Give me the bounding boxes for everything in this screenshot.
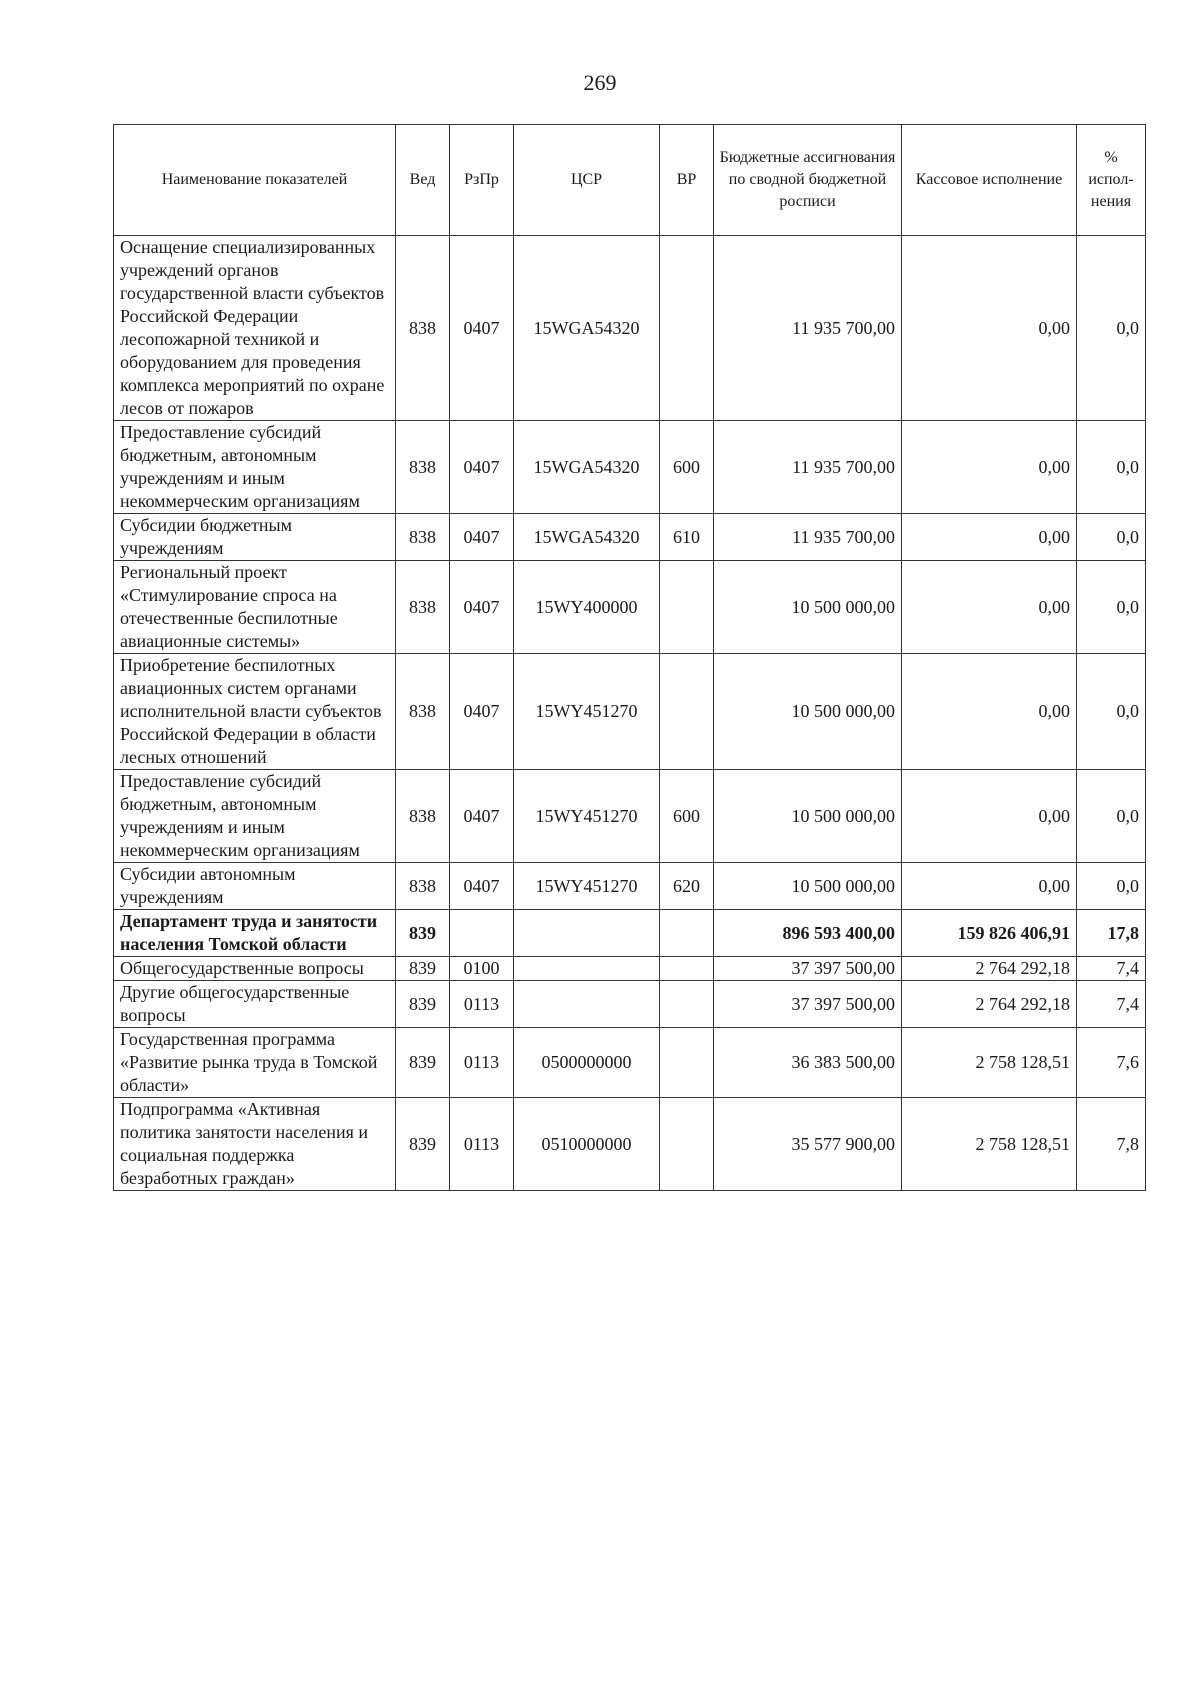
cell-pct: 7,4 [1077,981,1146,1028]
cell-cash: 0,00 [902,654,1077,770]
cell-budget: 37 397 500,00 [714,981,902,1028]
cell-csr: 15WGA54320 [514,236,660,421]
cell-name: Предоставление субсидий бюджетным, автономным учреждениям и иным некоммерческим организациям [114,770,396,863]
cell-vr: 600 [660,421,714,514]
table-row [114,421,1146,514]
table-row [114,910,1146,957]
table-row [114,957,1146,981]
cell-ved: 838 [396,514,450,561]
cell-cash: 159 826 406,91 [902,910,1077,957]
page-number: 269 [583,70,617,95]
header-pct: % испол-нения [1077,125,1146,236]
budget-execution-table [113,124,1146,1191]
cell-rzpr: 0407 [450,421,514,514]
cell-vr [660,1098,714,1191]
cell-vr: 620 [660,863,714,910]
cell-cash: 2 758 128,51 [902,1098,1077,1191]
cell-cash: 0,00 [902,561,1077,654]
cell-csr: 15WGA54320 [514,421,660,514]
cell-name: Региональный проект «Стимулирование спроса на отечественные беспилотные авиационные системы» [114,561,396,654]
table-header-row [114,125,1146,236]
cell-pct: 0,0 [1077,514,1146,561]
cell-ved: 839 [396,910,450,957]
cell-cash: 2 758 128,51 [902,1028,1077,1098]
cell-vr [660,236,714,421]
cell-cash: 2 764 292,18 [902,957,1077,981]
cell-csr: 15WY451270 [514,654,660,770]
cell-pct: 0,0 [1077,421,1146,514]
cell-rzpr: 0113 [450,1028,514,1098]
cell-name: Общегосударственные вопросы [114,957,396,981]
header-name: Наименование показателей [114,125,396,236]
cell-name: Государственная программа «Развитие рынка труда в Томской области» [114,1028,396,1098]
cell-ved: 839 [396,1028,450,1098]
cell-ved: 838 [396,863,450,910]
cell-vr [660,910,714,957]
cell-budget: 896 593 400,00 [714,910,902,957]
cell-vr: 600 [660,770,714,863]
cell-pct: 0,0 [1077,770,1146,863]
table-row [114,1028,1146,1098]
cell-budget: 35 577 900,00 [714,1098,902,1191]
cell-budget: 11 935 700,00 [714,236,902,421]
header-cash: Кассовое исполнение [902,125,1077,236]
cell-pct: 7,8 [1077,1098,1146,1191]
cell-ved: 838 [396,654,450,770]
cell-vr [660,654,714,770]
cell-ved: 839 [396,957,450,981]
cell-name: Приобретение беспилотных авиационных систем органами исполнительной власти субъектов Российской Федерации в области лесных отношений [114,654,396,770]
cell-rzpr: 0113 [450,981,514,1028]
header-csr: ЦСР [514,125,660,236]
header-ved: Вед [396,125,450,236]
header-rzpr: РзПр [450,125,514,236]
cell-csr: 0500000000 [514,1028,660,1098]
cell-rzpr: 0407 [450,770,514,863]
cell-budget: 10 500 000,00 [714,770,902,863]
cell-cash: 0,00 [902,514,1077,561]
cell-rzpr: 0113 [450,1098,514,1191]
cell-cash: 0,00 [902,770,1077,863]
cell-ved: 838 [396,421,450,514]
cell-name: Другие общегосударственные вопросы [114,981,396,1028]
cell-vr [660,1028,714,1098]
table-row [114,236,1146,421]
table-row [114,654,1146,770]
cell-pct: 0,0 [1077,561,1146,654]
cell-pct: 0,0 [1077,863,1146,910]
cell-pct: 17,8 [1077,910,1146,957]
cell-name: Субсидии бюджетным учреждениям [114,514,396,561]
cell-pct: 0,0 [1077,654,1146,770]
cell-csr: 0510000000 [514,1098,660,1191]
header-budget: Бюджетные ассигнования по сводной бюджетной росписи [714,125,902,236]
cell-budget: 11 935 700,00 [714,421,902,514]
cell-pct: 0,0 [1077,236,1146,421]
table-row [114,770,1146,863]
cell-name: Оснащение специализированных учреждений органов государственной власти субъектов Российской Федерации лесопожарной техникой и оборудованием для проведения комплекса мероприятий по охране лесов от пожаров [114,236,396,421]
cell-budget: 10 500 000,00 [714,561,902,654]
cell-csr: 15WY451270 [514,863,660,910]
cell-cash: 0,00 [902,421,1077,514]
cell-name: Департамент труда и занятости населения Томской области [114,910,396,957]
cell-budget: 10 500 000,00 [714,654,902,770]
cell-vr [660,957,714,981]
cell-ved: 839 [396,981,450,1028]
cell-ved: 838 [396,770,450,863]
cell-rzpr: 0407 [450,561,514,654]
cell-csr [514,981,660,1028]
cell-rzpr: 0407 [450,236,514,421]
cell-cash: 0,00 [902,236,1077,421]
cell-budget: 10 500 000,00 [714,863,902,910]
cell-rzpr [450,910,514,957]
cell-budget: 11 935 700,00 [714,514,902,561]
table-body [114,236,1146,1191]
table-row [114,1098,1146,1191]
cell-name: Предоставление субсидий бюджетным, автономным учреждениям и иным некоммерческим организациям [114,421,396,514]
cell-ved: 839 [396,1098,450,1191]
cell-cash: 2 764 292,18 [902,981,1077,1028]
cell-rzpr: 0407 [450,654,514,770]
cell-csr: 15WY451270 [514,770,660,863]
cell-csr: 15WY400000 [514,561,660,654]
cell-cash: 0,00 [902,863,1077,910]
table-row [114,561,1146,654]
cell-pct: 7,4 [1077,957,1146,981]
cell-name: Субсидии автономным учреждениям [114,863,396,910]
cell-rzpr: 0100 [450,957,514,981]
cell-name: Подпрограмма «Активная политика занятости населения и социальная поддержка безработных граждан» [114,1098,396,1191]
table-row [114,514,1146,561]
cell-vr: 610 [660,514,714,561]
cell-vr [660,561,714,654]
cell-csr: 15WGA54320 [514,514,660,561]
cell-rzpr: 0407 [450,514,514,561]
table-row [114,863,1146,910]
header-vr: ВР [660,125,714,236]
cell-ved: 838 [396,236,450,421]
cell-pct: 7,6 [1077,1028,1146,1098]
cell-csr [514,910,660,957]
cell-rzpr: 0407 [450,863,514,910]
cell-ved: 838 [396,561,450,654]
table-row [114,981,1146,1028]
cell-csr [514,957,660,981]
cell-budget: 36 383 500,00 [714,1028,902,1098]
cell-budget: 37 397 500,00 [714,957,902,981]
cell-vr [660,981,714,1028]
